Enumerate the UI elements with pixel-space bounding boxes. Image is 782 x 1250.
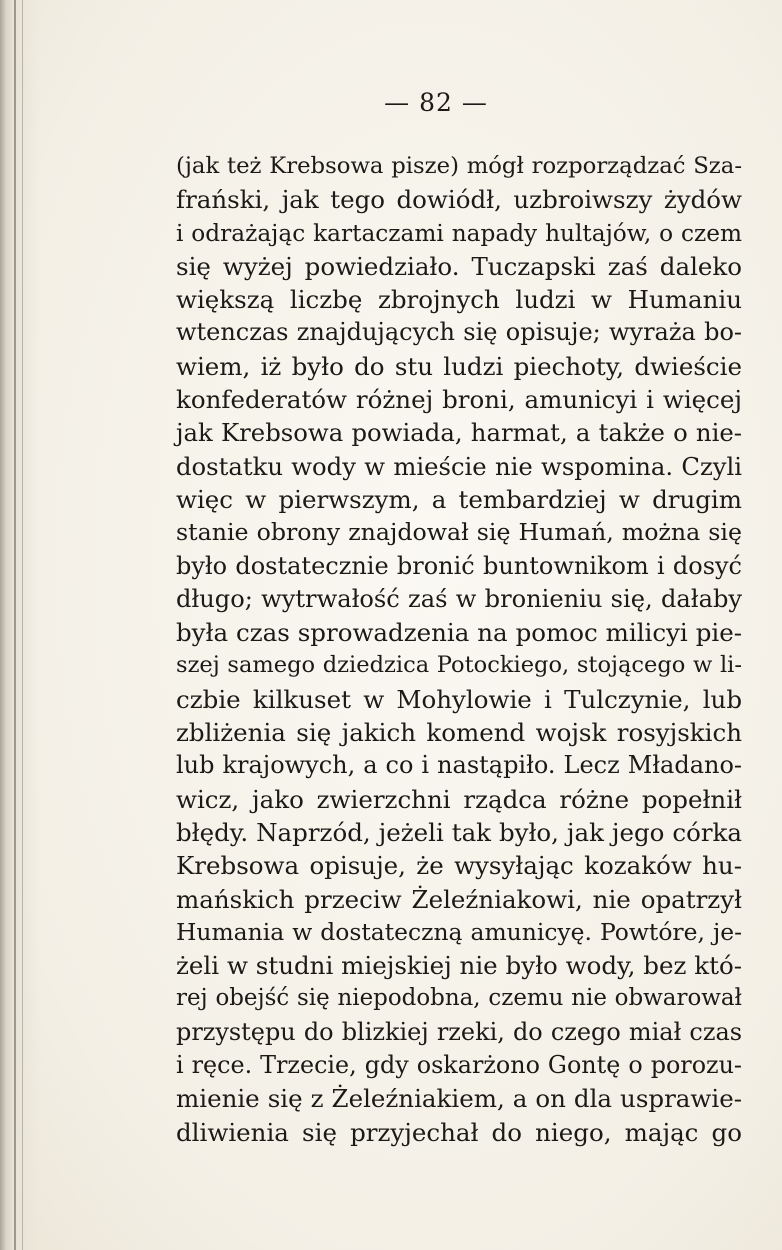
text-line: rej obejść się niepodobna, czemu nie obwarował: [176, 985, 742, 1012]
text-line: przystępu do blizkiej rzeki, do czego miał czas: [176, 1017, 742, 1046]
text-line: i odrażając kartaczami napady hultajów, o czem: [176, 219, 742, 247]
text-line: wtenczas znajdujących się opisuje; wyraża bo-: [176, 318, 742, 347]
text-line: było dostatecznie bronić buntownikom i dosyć: [176, 551, 742, 580]
text-line: mańskich przeciw Żeleźniakowi, nie opatrzył: [176, 884, 742, 914]
text-line: czbie kilkuset w Mohylowie i Tulczynie, lub: [176, 684, 742, 714]
gutter-edge-line: [22, 0, 23, 1250]
text-line: się wyżej powiedziało. Tuczapski zaś daleko: [176, 251, 742, 281]
text-line: szej samego dziedzica Potockiego, stojącego w li-: [176, 652, 742, 679]
text-line: długo; wytrwałość zaś w bronieniu się, dałaby: [176, 584, 742, 613]
text-line: Humania w dostateczną amunicyę. Powtóre, je-: [176, 917, 742, 946]
text-line: większą liczbę zbrojnych ludzi w Humaniu: [176, 285, 742, 315]
text-line: jak Krebsowa powiada, harmat, a także o nie-: [176, 418, 742, 448]
text-line: Krebsowa opisuje, że wysyłając kozaków hu-: [176, 851, 742, 881]
text-line: zbliżenia się jakich komend wojsk rosyjskich: [176, 718, 742, 748]
text-line: dostatku wody w mieście nie wspomina. Czyli: [176, 451, 742, 481]
text-line: błędy. Naprzód, jeżeli tak było, jak jego córka: [176, 817, 742, 847]
text-line: wiem, iż było do stu ludzi piechoty, dwieście: [176, 351, 742, 381]
text-line: i ręce. Trzecie, gdy oskarżono Gontę o porozu-: [176, 1051, 742, 1080]
text-line: frański, jak tego dowiódł, uzbroiwszy żydów: [176, 185, 742, 215]
binding-gutter: [0, 0, 40, 1250]
page-number: — 82 —: [384, 88, 488, 117]
text-line: wicz, jako zwierzchni rządca różne popełnił: [176, 784, 742, 814]
text-line: była czas sprowadzenia na pomoc milicyi pie-: [176, 618, 742, 648]
body-text: [176, 150, 742, 1149]
text-line: więc w pierwszym, a tembardziej w drugim: [176, 484, 742, 514]
text-line: (jak też Krebsowa pisze) mógł rozporządzać Sza-: [176, 153, 742, 179]
text-line: mienie się z Żeleźniakiem, a on dla usprawie-: [176, 1084, 742, 1114]
text-line: lub krajowych, a co i nastąpiło. Lecz Mładano-: [176, 751, 742, 780]
text-line: żeli w studni miejskiej nie było wody, bez któ-: [176, 951, 742, 981]
text-line: konfederatów różnej broni, amunicyi i więcej: [176, 385, 742, 415]
gutter-edge-line: [14, 0, 16, 1250]
text-line: stanie obrony znajdował się Humań, można się: [176, 518, 742, 547]
text-line: dliwienia się przyjechał do niego, mając go: [176, 1117, 742, 1147]
